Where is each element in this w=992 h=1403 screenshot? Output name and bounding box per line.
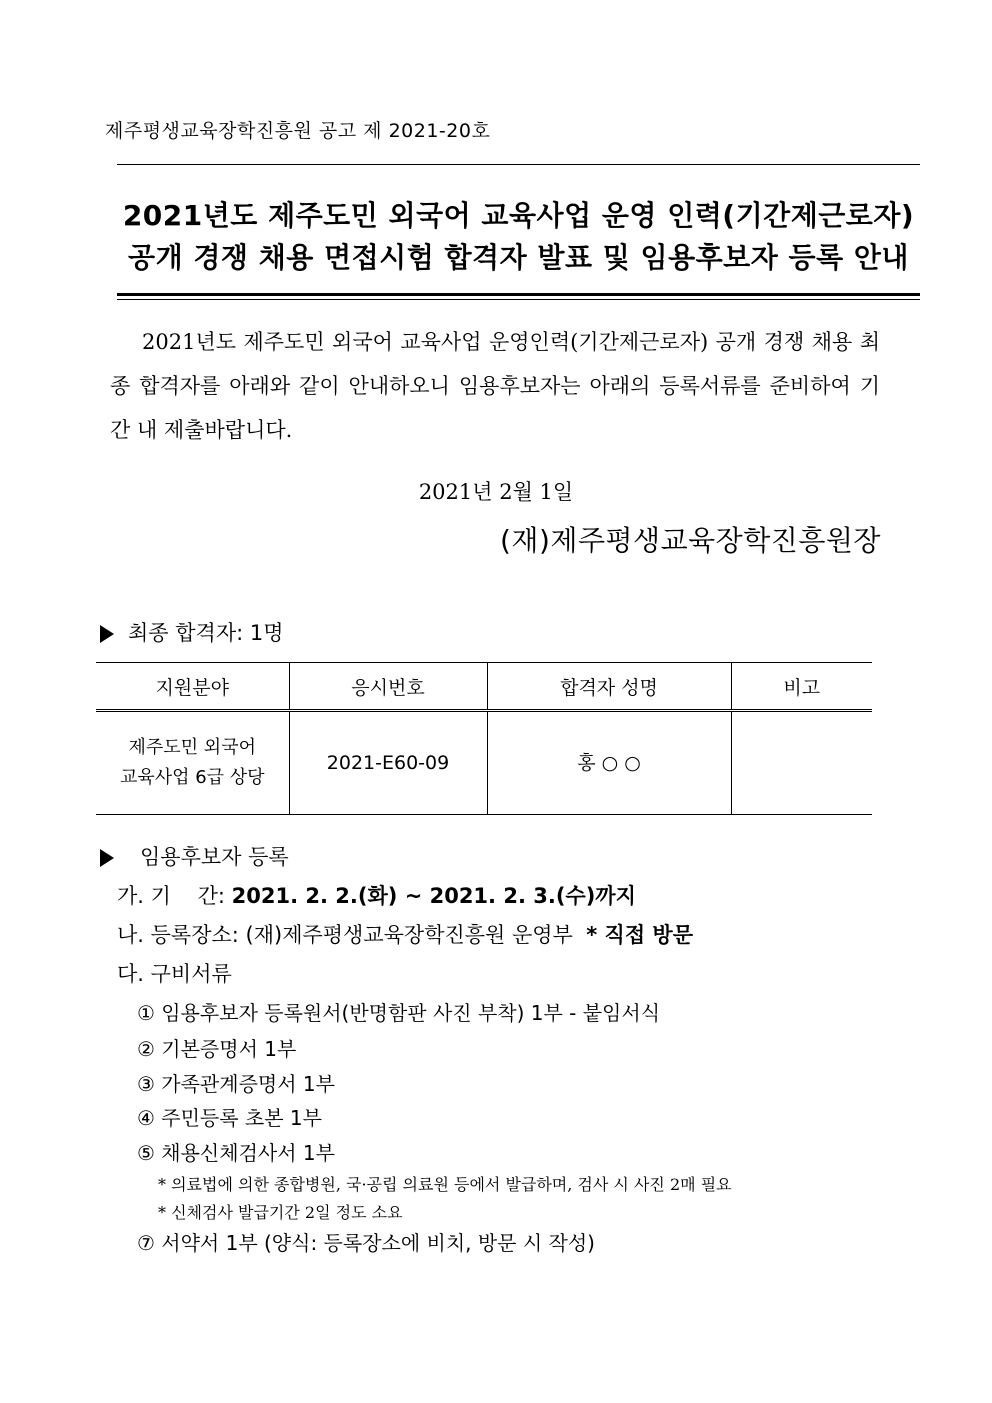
list-item: ② 기본증명서 1부 (137, 1037, 297, 1061)
intro-paragraph (110, 320, 880, 452)
list-item: ④ 주민등록 초본 1부 (137, 1106, 322, 1130)
cell-field (96, 711, 289, 815)
list-item: ⑤ 채용신체검사서 1부 (137, 1141, 335, 1165)
title-divider (117, 293, 920, 300)
list-item: ① 임용후보자 등록원서(반명함판 사진 부착) 1부 - 붙임서식 (137, 1001, 661, 1025)
registration-place (117, 919, 693, 949)
field-line2: 교육사업 6급 상당 (119, 767, 265, 788)
notice-number: 제주평생교육장학진흥원 공고 제 2021-20호 (105, 120, 491, 142)
required-docs-label: 다. 구비서류 (117, 962, 232, 986)
announcement-date: 2021년 2월 1일 (418, 480, 574, 504)
period-label: 가. 기 간: (117, 884, 232, 908)
field-line1: 제주도민 외국어 (128, 737, 256, 758)
registration-period (117, 880, 636, 910)
col-header-exam-no: 응시번호 (289, 663, 487, 711)
col-header-name: 합격자 성명 (487, 663, 731, 711)
col-header-field: 지원분야 (96, 663, 289, 711)
triangle-bullet-icon (100, 625, 114, 643)
triangle-bullet-icon (100, 849, 114, 867)
cell-exam-no: 2021-E60-09 (289, 711, 487, 815)
note: * 의료법에 의한 종합병원, 국·공립 의료원 등에서 발급하며, 검사 시 사진 2매 필요 (158, 1175, 732, 1194)
passers-table (96, 662, 872, 815)
cell-name: 홍 ○ ○ (487, 711, 731, 815)
section-registration (100, 841, 289, 871)
note: * 신체검사 발급기간 2일 정도 소요 (158, 1203, 403, 1222)
period-value: 2021. 2. 2.(화) ~ 2021. 2. 3.(수)까지 (231, 884, 636, 908)
table-row (96, 711, 872, 815)
section2-heading: 임용후보자 등록 (140, 845, 289, 869)
section-final-passers (100, 617, 284, 647)
cell-remark (731, 711, 872, 815)
document-title-line2: 공개 경쟁 채용 면접시험 합격자 발표 및 임용후보자 등록 안내 (128, 241, 909, 274)
document-title-line1: 2021년도 제주도민 외국어 교육사업 운영 인력(기간제근로자) (122, 199, 915, 232)
intro-text: 2021년도 제주도민 외국어 교육사업 운영인력(기간제근로자) 공개 경쟁 채용 최종 합격자를 아래와 같이 안내하오니 임용후보자는 아래의 등록서류를 준비하여 기간 내 제출바랍니다. (110, 330, 880, 442)
header-divider (117, 164, 920, 165)
place-emphasis: * 직접 방문 (586, 923, 693, 947)
section1-heading: 최종 합격자: 1명 (128, 621, 284, 645)
signer: (재)제주평생교육장학진흥원장 (500, 524, 881, 557)
list-item: ⑦ 서약서 1부 (양식: 등록장소에 비치, 방문 시 작성) (137, 1231, 595, 1255)
col-header-remark: 비고 (731, 663, 872, 711)
table-header-row (96, 663, 872, 711)
list-item: ③ 가족관계증명서 1부 (137, 1072, 335, 1096)
place-label: 나. 등록장소: (재)제주평생교육장학진흥원 운영부 (117, 923, 587, 947)
